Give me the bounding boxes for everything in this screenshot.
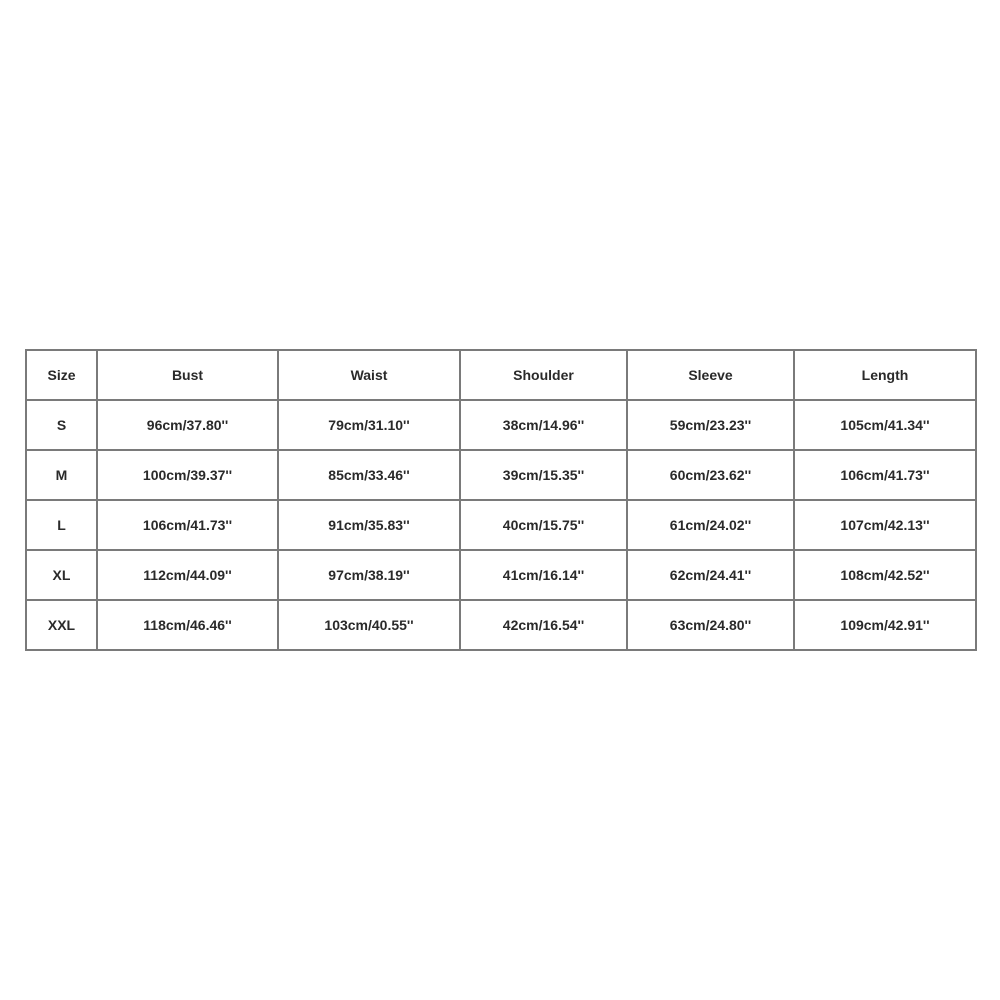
header-size: Size bbox=[26, 350, 97, 400]
cell-shoulder: 39cm/15.35'' bbox=[460, 450, 627, 500]
cell-sleeve: 63cm/24.80'' bbox=[627, 600, 794, 650]
table-row bbox=[26, 600, 976, 650]
cell-length: 106cm/41.73'' bbox=[794, 450, 976, 500]
size-chart-table bbox=[25, 349, 977, 651]
header-length: Length bbox=[794, 350, 976, 400]
header-row bbox=[26, 350, 976, 400]
cell-shoulder: 42cm/16.54'' bbox=[460, 600, 627, 650]
cell-size: S bbox=[26, 400, 97, 450]
cell-bust: 106cm/41.73'' bbox=[97, 500, 278, 550]
cell-waist: 103cm/40.55'' bbox=[278, 600, 460, 650]
cell-shoulder: 40cm/15.75'' bbox=[460, 500, 627, 550]
cell-sleeve: 59cm/23.23'' bbox=[627, 400, 794, 450]
cell-length: 105cm/41.34'' bbox=[794, 400, 976, 450]
cell-bust: 100cm/39.37'' bbox=[97, 450, 278, 500]
table-row bbox=[26, 400, 976, 450]
header-shoulder: Shoulder bbox=[460, 350, 627, 400]
table-row bbox=[26, 450, 976, 500]
cell-size: XL bbox=[26, 550, 97, 600]
cell-size: M bbox=[26, 450, 97, 500]
cell-bust: 118cm/46.46'' bbox=[97, 600, 278, 650]
cell-shoulder: 38cm/14.96'' bbox=[460, 400, 627, 450]
cell-waist: 79cm/31.10'' bbox=[278, 400, 460, 450]
cell-shoulder: 41cm/16.14'' bbox=[460, 550, 627, 600]
header-bust: Bust bbox=[97, 350, 278, 400]
table-row bbox=[26, 500, 976, 550]
cell-length: 109cm/42.91'' bbox=[794, 600, 976, 650]
cell-sleeve: 60cm/23.62'' bbox=[627, 450, 794, 500]
cell-length: 107cm/42.13'' bbox=[794, 500, 976, 550]
header-waist: Waist bbox=[278, 350, 460, 400]
cell-bust: 112cm/44.09'' bbox=[97, 550, 278, 600]
cell-waist: 91cm/35.83'' bbox=[278, 500, 460, 550]
cell-waist: 85cm/33.46'' bbox=[278, 450, 460, 500]
cell-length: 108cm/42.52'' bbox=[794, 550, 976, 600]
cell-sleeve: 62cm/24.41'' bbox=[627, 550, 794, 600]
cell-size: L bbox=[26, 500, 97, 550]
header-sleeve: Sleeve bbox=[627, 350, 794, 400]
cell-waist: 97cm/38.19'' bbox=[278, 550, 460, 600]
table-row bbox=[26, 550, 976, 600]
cell-size: XXL bbox=[26, 600, 97, 650]
cell-sleeve: 61cm/24.02'' bbox=[627, 500, 794, 550]
cell-bust: 96cm/37.80'' bbox=[97, 400, 278, 450]
